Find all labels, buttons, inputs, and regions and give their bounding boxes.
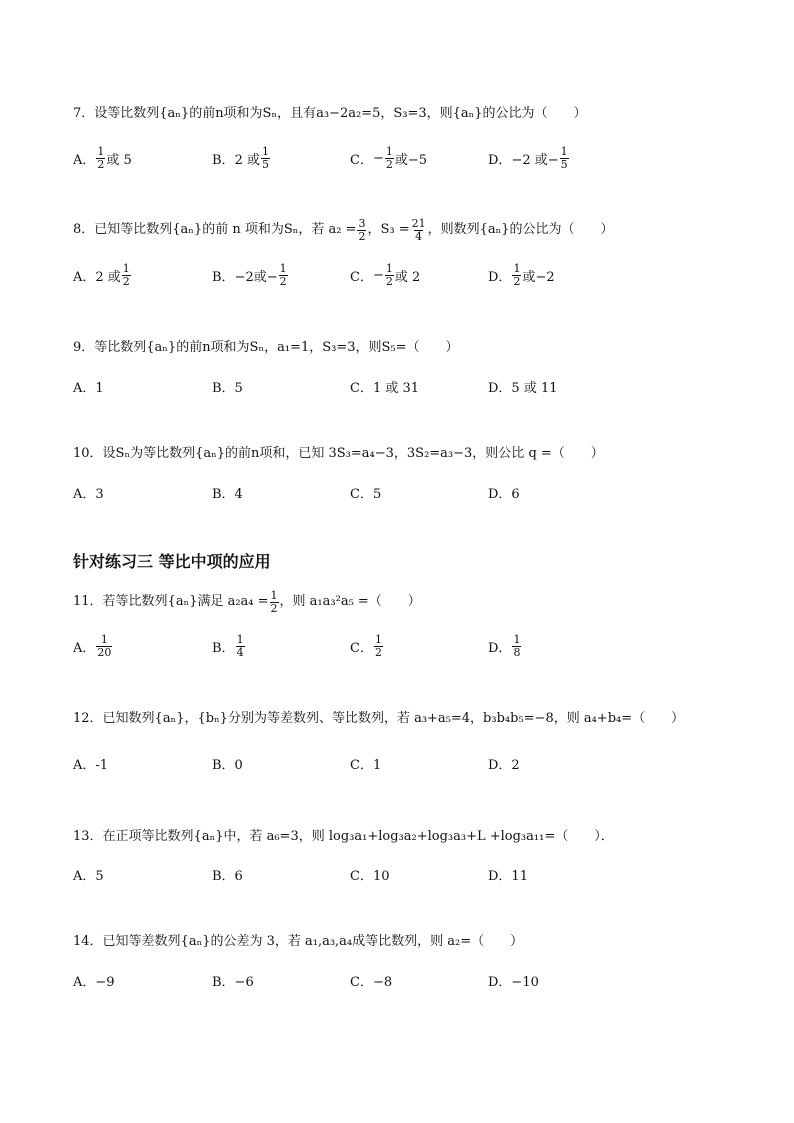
stem-text: ，S₃ = — [367, 222, 410, 237]
denominator: 2 — [374, 645, 382, 659]
option-a[interactable]: A．3 — [73, 486, 104, 502]
fraction — [512, 634, 521, 659]
numerator: 1 — [513, 261, 521, 275]
fraction — [374, 634, 383, 659]
denominator: 5 — [560, 157, 568, 171]
numerator: 1 — [270, 588, 278, 602]
numerator: 1 — [385, 261, 393, 275]
option-c[interactable] — [350, 141, 427, 175]
fraction — [411, 218, 427, 243]
denominator: 2 — [513, 274, 521, 288]
option-text: − — [372, 267, 384, 283]
fraction — [236, 634, 245, 659]
option-b[interactable] — [212, 629, 246, 663]
fraction — [357, 218, 366, 243]
option-letter: B． — [212, 640, 235, 656]
question-8-options — [73, 258, 633, 292]
option-c[interactable] — [350, 629, 384, 663]
option-text: − — [372, 150, 384, 166]
question-8-stem — [73, 213, 614, 247]
numerator: 1 — [279, 261, 287, 275]
option-text: 或−2 — [522, 269, 555, 285]
option-a[interactable] — [73, 141, 132, 175]
stem-text: ，则数列{aₙ}的公比为（ ） — [427, 222, 614, 237]
option-letter: B． — [212, 269, 235, 285]
option-b[interactable]: B．−6 — [212, 974, 254, 990]
option-letter: B． — [212, 152, 235, 168]
question-10-options — [73, 475, 633, 509]
option-b[interactable]: B．5 — [212, 380, 243, 396]
numerator: 1 — [560, 144, 568, 158]
option-text: 2 或 — [95, 269, 121, 285]
option-text: 或−5 — [394, 152, 428, 168]
option-text: −2或− — [234, 269, 278, 285]
fraction — [96, 146, 105, 171]
numerator: 1 — [236, 632, 244, 646]
option-b[interactable] — [212, 141, 271, 175]
option-b[interactable]: B．0 — [212, 757, 243, 773]
option-d[interactable]: D．−10 — [488, 974, 539, 990]
option-b[interactable]: B．4 — [212, 486, 243, 502]
option-letter: C． — [350, 640, 373, 656]
numerator: 1 — [122, 261, 130, 275]
option-letter: D． — [488, 152, 512, 168]
option-letter: A． — [73, 269, 96, 285]
denominator: 2 — [385, 157, 393, 171]
denominator: 8 — [513, 645, 521, 659]
question-11-options — [73, 629, 633, 663]
option-d[interactable]: D．11 — [488, 868, 528, 884]
numerator: 1 — [374, 632, 382, 646]
option-letter: A． — [73, 152, 96, 168]
option-d[interactable]: D．5 或 11 — [488, 380, 558, 396]
numerator: 1 — [100, 632, 108, 646]
option-text: 2 或 — [234, 152, 260, 168]
option-letter: D． — [488, 640, 512, 656]
fraction — [385, 263, 394, 288]
numerator: 1 — [385, 144, 393, 158]
fraction — [279, 263, 288, 288]
question-13-stem: 13．在正项等比数列{aₙ}中，若 a₆=3，则 log₃a₁+log₃a₂+log₃a₃+L +log₃a₁₁=（ ）． — [73, 829, 614, 844]
option-text: 或 5 — [106, 152, 132, 168]
option-letter: A． — [73, 640, 96, 656]
fraction — [385, 146, 394, 171]
denominator: 2 — [385, 274, 393, 288]
question-12-stem: 12．已知数列{aₙ}，{bₙ}分别为等差数列、等比数列，若 a₃+a₅=4，b₃b₄b₅=−8，则 a₄+b₄=（ ） — [73, 711, 685, 726]
denominator: 2 — [122, 274, 130, 288]
question-7-options — [73, 141, 633, 175]
option-c[interactable] — [350, 258, 420, 292]
denominator: 2 — [358, 229, 366, 243]
option-letter: C． — [350, 269, 373, 285]
question-13-options — [73, 857, 633, 891]
fraction — [261, 146, 270, 171]
option-text: −2 或− — [511, 152, 559, 168]
option-d[interactable]: D．6 — [488, 486, 520, 502]
fraction — [560, 146, 569, 171]
option-a[interactable]: A．5 — [73, 868, 104, 884]
option-a[interactable]: A．1 — [73, 380, 104, 396]
option-letter: D． — [488, 269, 512, 285]
question-9-stem: 9．等比数列{aₙ}的前n项和为Sₙ，a₁=1，S₃=3，则S₅=（ ） — [73, 340, 459, 355]
denominator: 2 — [97, 157, 105, 171]
option-a[interactable] — [73, 258, 132, 292]
numerator: 1 — [513, 632, 521, 646]
numerator: 3 — [358, 216, 366, 230]
denominator: 5 — [261, 157, 269, 171]
option-letter: C． — [350, 152, 373, 168]
question-9-options — [73, 369, 633, 403]
denominator: 2 — [279, 274, 287, 288]
option-a[interactable]: A．-1 — [73, 757, 109, 773]
option-d[interactable] — [488, 629, 522, 663]
denominator: 4 — [415, 229, 423, 243]
option-c[interactable]: C．1 — [350, 757, 382, 773]
stem-text: 11．若等比数列{aₙ}满足 a₂a₄ = — [73, 594, 269, 609]
option-c[interactable]: C．10 — [350, 868, 390, 884]
fraction — [122, 263, 131, 288]
option-a[interactable]: A．−9 — [73, 974, 115, 990]
question-12-options — [73, 746, 633, 780]
option-b[interactable]: B．6 — [212, 868, 243, 884]
option-c[interactable]: C．−8 — [350, 974, 393, 990]
stem-text: 8．已知等比数列{aₙ}的前 n 项和为Sₙ，若 a₂ = — [73, 222, 357, 237]
option-c[interactable]: C．1 或 31 — [350, 380, 420, 396]
denominator: 4 — [236, 645, 244, 659]
denominator: 20 — [97, 645, 112, 659]
fraction — [96, 634, 112, 659]
fraction — [512, 263, 521, 288]
question-14-options — [73, 963, 633, 997]
fraction — [270, 590, 279, 615]
question-11-stem — [73, 585, 421, 619]
numerator: 21 — [411, 216, 426, 230]
question-10-stem: 10．设Sₙ为等比数列{aₙ}的前n项和，已知 3S₃=a₄−3，3S₂=a₃−3，则公比 q =（ ） — [73, 446, 604, 461]
question-14-stem: 14．已知等差数列{aₙ}的公差为 3，若 a₁,a₃,a₄成等比数列，则 a₂=（ ） — [73, 934, 524, 949]
option-text: 或 2 — [394, 269, 421, 285]
option-a[interactable] — [73, 629, 113, 663]
section-title: 针对练习三 等比中项的应用 — [73, 552, 271, 571]
stem-text: ，则 a₁a₃²a₅ =（ ） — [279, 594, 421, 609]
numerator: 1 — [97, 144, 105, 158]
numerator: 1 — [261, 144, 269, 158]
option-d[interactable]: D．2 — [488, 757, 520, 773]
option-c[interactable]: C．5 — [350, 486, 382, 502]
option-d[interactable] — [488, 141, 570, 175]
question-7-stem: 7．设等比数列{aₙ}的前n项和为Sₙ，且有a₃−2a₂=5，S₃=3，则{aₙ}的公比为（ ） — [73, 106, 587, 121]
option-d[interactable] — [488, 258, 555, 292]
option-b[interactable] — [212, 258, 289, 292]
denominator: 2 — [270, 601, 278, 615]
